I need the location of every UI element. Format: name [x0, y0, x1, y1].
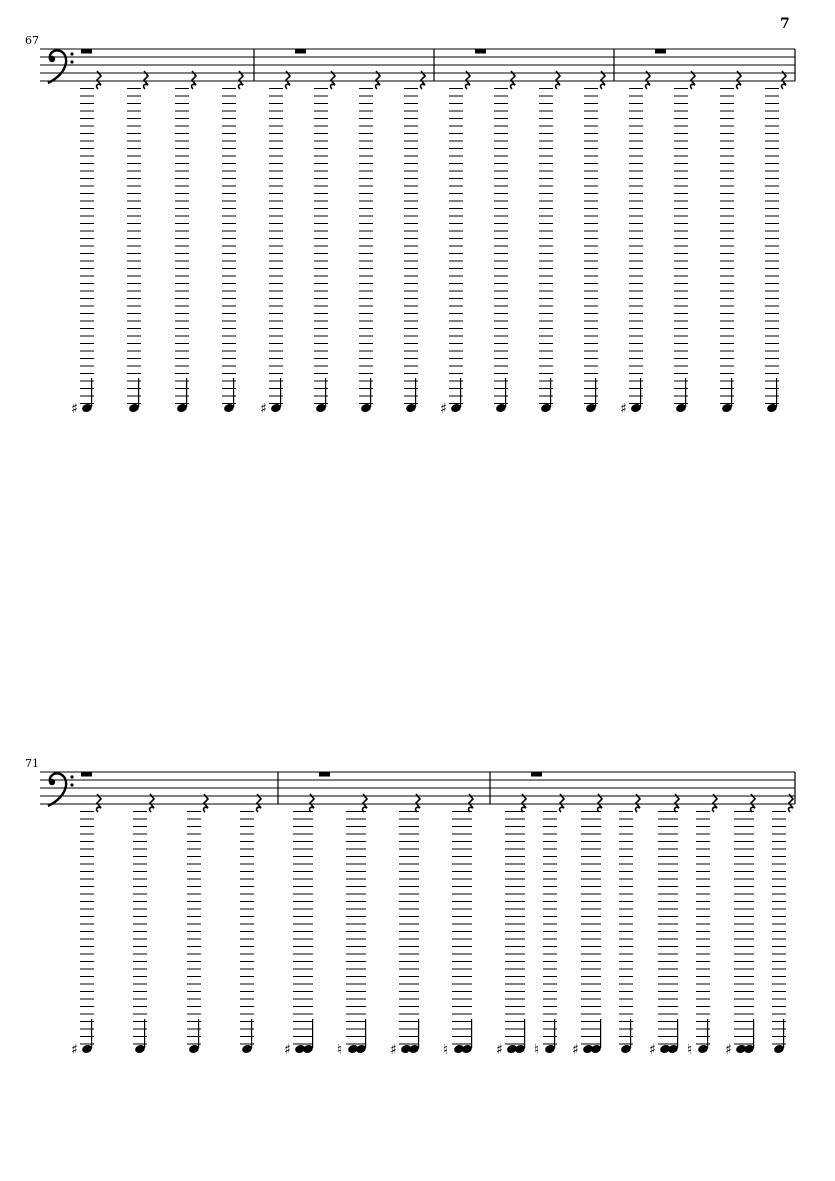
quarter-rest — [416, 794, 420, 812]
bass-clef-icon — [49, 56, 55, 62]
accidental: ♯ — [572, 1042, 579, 1058]
quarter-rest — [204, 794, 208, 812]
accidental: ♮ — [337, 1042, 343, 1058]
accidental: ♯ — [620, 401, 627, 417]
whole-rest — [319, 772, 330, 777]
quarter-rest — [469, 794, 473, 812]
accidental: ♯ — [284, 1042, 291, 1058]
quarter-rest — [466, 71, 470, 89]
whole-rest — [81, 772, 92, 777]
bass-clef-dot — [70, 60, 73, 63]
accidental: ♯ — [440, 401, 447, 417]
accidental: ♯ — [390, 1042, 397, 1058]
quarter-rest — [560, 794, 564, 812]
whole-rest — [295, 49, 306, 54]
accidental: ♯ — [260, 401, 267, 417]
quarter-rest — [782, 71, 786, 89]
quarter-rest — [376, 71, 380, 89]
quarter-rest — [598, 794, 602, 812]
quarter-rest — [751, 794, 755, 812]
measure-number: 71 — [25, 757, 39, 770]
quarter-rest — [737, 71, 741, 89]
bass-clef-dot — [70, 52, 73, 55]
quarter-rest — [331, 71, 335, 89]
accidental: ♮ — [534, 1042, 540, 1058]
quarter-rest — [144, 71, 148, 89]
whole-rest — [655, 49, 666, 54]
bass-clef-dot — [70, 775, 73, 778]
quarter-rest — [286, 71, 290, 89]
accidental: ♯ — [725, 1042, 732, 1058]
quarter-rest — [522, 794, 526, 812]
quarter-rest — [310, 794, 314, 812]
quarter-rest — [97, 794, 101, 812]
quarter-rest — [97, 71, 101, 89]
quarter-rest — [636, 794, 640, 812]
quarter-rest — [556, 71, 560, 89]
quarter-rest — [511, 71, 515, 89]
accidental: ♮ — [443, 1042, 449, 1058]
measure-number: 67 — [25, 34, 39, 47]
quarter-rest — [239, 71, 243, 89]
page-number: 7 — [780, 16, 790, 32]
whole-rest — [475, 49, 486, 54]
quarter-rest — [192, 71, 196, 89]
quarter-rest — [257, 794, 261, 812]
quarter-rest — [675, 794, 679, 812]
whole-rest — [531, 772, 542, 777]
bass-clef-icon — [49, 779, 55, 785]
accidental: ♯ — [71, 401, 78, 417]
accidental: ♯ — [71, 1042, 78, 1058]
quarter-rest — [601, 71, 605, 89]
quarter-rest — [363, 794, 367, 812]
accidental: ♯ — [649, 1042, 656, 1058]
bass-clef-dot — [70, 783, 73, 786]
bass-clef-icon — [48, 773, 66, 806]
quarter-rest — [713, 794, 717, 812]
quarter-rest — [646, 71, 650, 89]
quarter-rest — [150, 794, 154, 812]
whole-rest — [81, 49, 92, 54]
quarter-rest — [691, 71, 695, 89]
quarter-rest — [421, 71, 425, 89]
bass-clef-icon — [48, 50, 66, 83]
quarter-rest — [789, 794, 793, 812]
accidental: ♮ — [687, 1042, 693, 1058]
accidental: ♯ — [496, 1042, 503, 1058]
